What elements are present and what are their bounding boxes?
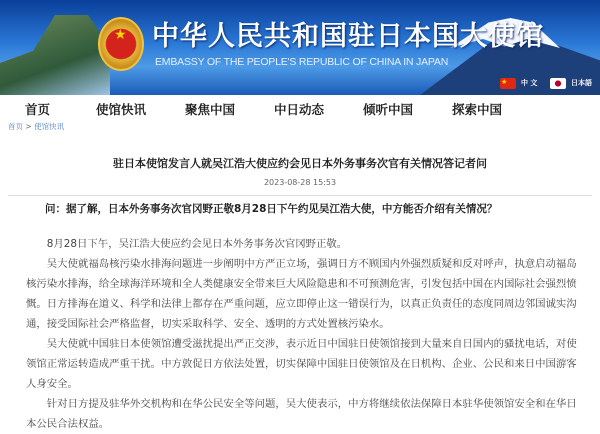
national-emblem-icon — [98, 17, 144, 71]
breadcrumb-separator: > — [25, 122, 32, 131]
header-banner — [0, 0, 600, 95]
paragraph: 8月28日下午，吴江浩大使应约会见日本外务事务次官冈野正敬。 — [46, 238, 348, 250]
nav-explore-china[interactable]: 探索中国 — [452, 102, 503, 117]
lang-chinese-label: 中 文 — [521, 79, 538, 87]
breadcrumb — [8, 122, 64, 132]
lang-japanese[interactable] — [550, 78, 592, 89]
article-question: 问：据了解，日本外务事务次官冈野正敬8月28日下午约见吴江浩大使，中方能否介绍有关情况？ — [45, 203, 498, 215]
lang-japanese-label: 日本語 — [571, 79, 592, 87]
paragraph: 吴大使就中国驻日本使领馆遭受滋扰提出严正交涉，表示近日中国驻日使领馆接到大量来自日国内的骚扰电话，对使领馆正常运转造成严重干扰。中方敦促日方依法处置，切实保障中国驻日使领馆及在日机构、企业、公民和来日中国游客人身安全。 — [26, 338, 577, 390]
paragraph: 针对日方提及驻华外交机构和在华公民安全等问题，吴大使表示，中方将继续依法保障日本驻华使领馆安全和在华日本公民合法权益。 — [26, 398, 577, 430]
site-title: 中华人民共和国驻日本国大使馆 — [152, 21, 544, 52]
nav-focus-china[interactable]: 聚焦中国 — [185, 102, 236, 117]
china-flag-icon — [500, 78, 516, 89]
site-subtitle: EMBASSY OF THE PEOPLE'S REPUBLIC OF CHINA IN JAPAN — [155, 56, 449, 68]
nav-listen-china[interactable]: 倾听中国 — [363, 102, 414, 117]
article-body — [26, 234, 578, 434]
main-nav — [0, 95, 600, 125]
nav-china-japan[interactable]: 中日动态 — [274, 102, 325, 117]
nav-embassy-news[interactable]: 使馆快讯 — [96, 102, 147, 117]
divider — [8, 195, 592, 196]
lang-chinese[interactable] — [500, 78, 537, 89]
breadcrumb-home[interactable]: 首页 — [8, 122, 23, 131]
nav-home[interactable]: 首页 — [25, 102, 51, 117]
japan-flag-icon — [550, 78, 566, 89]
article-title: 驻日本使馆发言人就吴江浩大使应约会见日本外务事务次官有关情况答记者问 — [113, 157, 487, 170]
article-date: 2023-08-28 15:53 — [263, 178, 337, 187]
breadcrumb-current[interactable]: 使馆快讯 — [34, 122, 65, 131]
paragraph: 吴大使就福岛核污染水排海问题进一步阐明中方严正立场，强调日方不顾国内外强烈质疑和反对呼声，执意启动福岛核污染水排海，给全球海洋环境和全人类健康安全带来巨大风险隐患和不可预测危害，引发包括中国在内国际社会强烈愤慨。日方排海在道义、科学和法律上都存在严重问题，应立即停止这一错误行为，以真正负责任的态度同周边邻国诚实沟通，接受国际社会严格监督，切实采取科学、安全、透明的方式处置核污染水。 — [26, 258, 577, 330]
great-wall-image — [0, 15, 110, 95]
